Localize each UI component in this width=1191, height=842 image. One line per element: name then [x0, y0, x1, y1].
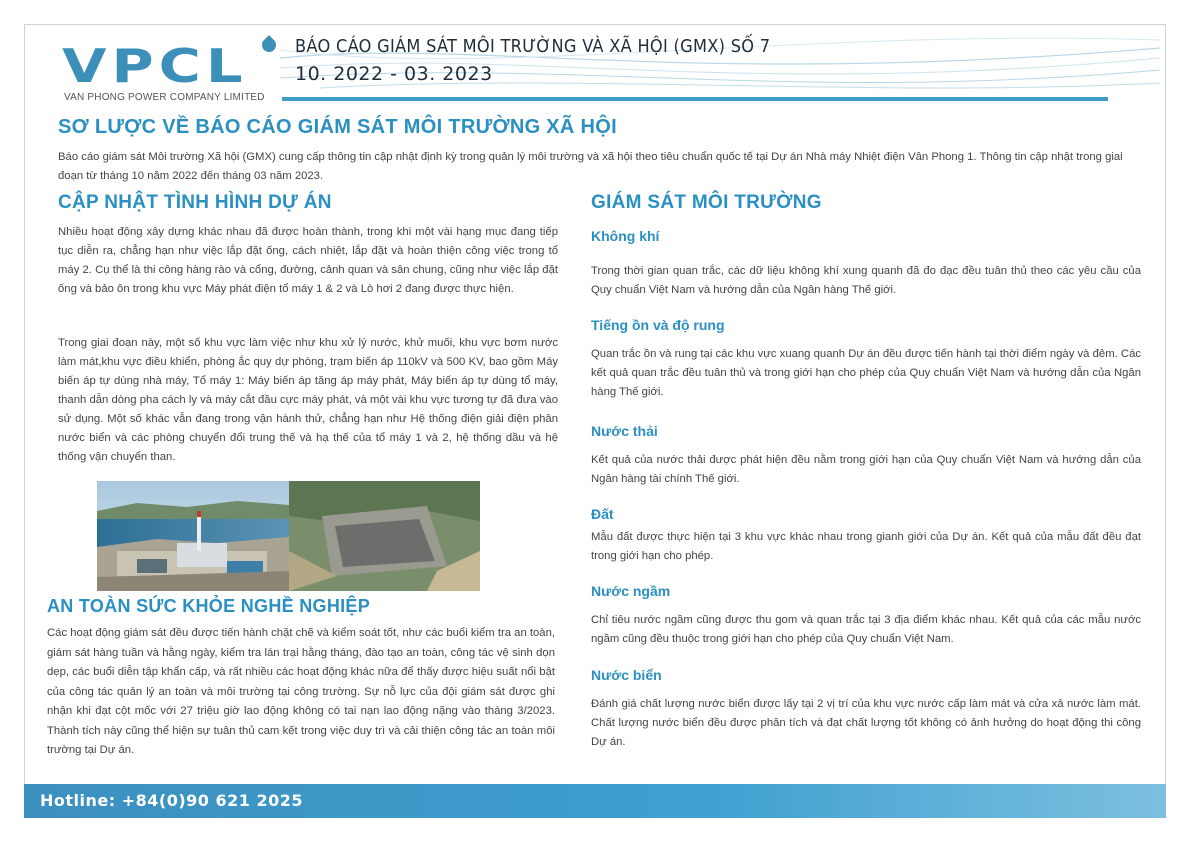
project-site-photos [97, 481, 480, 591]
safety-section [47, 596, 547, 617]
air-text: Trong thời gian quan trắc, các dữ liệu không khí xung quanh đã đo đạc đều tuân thủ theo các yêu cầu của Quy chuẩn Việt Nam và hướng dẫn của Ngân hàng Thế giới. [591, 265, 1141, 296]
overview-title: SƠ LƯỢC VỀ BÁO CÁO GIÁM SÁT MÔI TRƯỜNG XÃ HỘI [58, 116, 617, 138]
company-logo: VPCL [62, 39, 248, 93]
soil-title: Đất [591, 506, 614, 522]
groundwater-text: Chỉ tiêu nước ngầm cũng được thu gom và quan trắc tại 3 địa điểm khác nhau. Kết quả của các mẫu nước ngầm cũng đều thuộc trong giới hạn cho phép của Quy chuẩn Việt Nam. [591, 614, 1141, 645]
air-title: Không khí [591, 228, 660, 244]
overview-text: Báo cáo giám sát Môi trường Xã hội (GMX) cung cấp thông tin cập nhật định kỳ trong quản lý môi trường và xã hội theo tiêu chuẩn quốc tế tại Dự án Nhà máy Nhiệt điện Vân Phong 1. Thông tin cập nhật trong giai đoạn từ tháng 10 năm 2022 đến tháng 03 năm 2023. [58, 151, 1123, 182]
safety-title: AN TOÀN SỨC KHỎE NGHỀ NGHIỆP [47, 596, 371, 616]
project-update-para2: Trong giai đoạn này, một số khu vực làm việc như khu xử lý nước, khử muối, khu vực bơm nước làm mát,khu vực điều khiển, phòng ắc quy dự phòng, trạm biến áp 110kV và 500 KV, bao gồm Máy biến áp tự dùng nhà máy, Tổ máy 1: Máy biến áp tăng áp máy phát, Máy biến áp tự dùng tổ máy, thanh dẫn dòng pha cách ly và máy cắt đầu cực máy phát, và một vài khu vực tương tự đã đưa vào sử dụng. Một số khác vẫn đang trong vận hành thử, chẳng hạn như Hệ thống điện giải điện phân nước biển và các phòng chuyển đổi trung thế và hạ thế của tổ máy 1 và 2, hệ thống dầu và hệ thống vận chuyển than. [58, 337, 558, 463]
wastewater-text: Kết quả của nước thải được phát hiện đều nằm trong giới hạn của Quy chuẩn Việt Nam và hướng dẫn của Ngân hàng tài chính Thế giới. [591, 454, 1141, 485]
project-update-title: CẬP NHẬT TÌNH HÌNH DỰ ÁN [58, 192, 332, 213]
project-update-para2-wrap [58, 334, 558, 467]
project-update-para1: Nhiều hoạt động xây dựng khác nhau đã được hoàn thành, trong khi một vài hạng mục đang tiếp tục diễn ra, chẳng hạn như việc lắp đặt ống, cách nhiệt, lắp đặt và hoàn thiện công việc trong tổ máy 2. Cụ thể là thi công hàng rào và cổng, đường, cảnh quan và sân chung, cũng như việc lắp đặt ống và bảo ôn trong khu vực Máy phát điện tổ máy 1 & 2 và Lò hơi 2 đang được thực hiện. [58, 226, 558, 295]
groundwater-title: Nước ngầm [591, 583, 671, 599]
soil-text: Mẫu đất được thực hiện tại 3 khu vực khác nhau trong gianh giới của Dự án. Kết quả của mẫu đất đều đạt trong giới hạn cho phép. [591, 531, 1141, 562]
env-monitoring-title: GIÁM SÁT MÔI TRƯỜNG [591, 192, 822, 213]
env-monitoring-section [591, 192, 1141, 214]
company-name: VAN PHONG POWER COMPANY LIMITED [64, 92, 265, 103]
hotline[interactable]: Hotline: +84(0)90 621 2025 [40, 791, 303, 810]
project-update-section [58, 192, 558, 214]
header-divider [282, 97, 1108, 101]
report-period: 10. 2022 - 03. 2023 [295, 63, 493, 85]
seawater-text: Đánh giá chất lượng nước biển được lấy tại 2 vị trí của khu vực nước cấp làm mát và cửa xả nước làm mát. Chất lượng nước biển đều được phân tích và đạt chất lượng tốt không có ảnh hưởng do hoạt động thi công Dự án. [591, 698, 1141, 748]
seawater-title: Nước biển [591, 667, 662, 683]
project-photo-strip [97, 481, 480, 591]
noise-text: Quan trắc ồn và rung tại các khu vực xuang quanh Dự án đều được tiến hành tại thời điểm ngày và đêm. Các kết quả quan trắc đều tuân thủ và trong giới hạn cho phép của Quy chuẩn Việt Nam và hướng dẫn của Ngân hàng Thế giới. [591, 348, 1141, 398]
wastewater-title: Nước thải [591, 423, 658, 439]
project-update-para1-wrap [58, 223, 558, 299]
noise-title: Tiếng ồn và độ rung [591, 317, 725, 333]
safety-text-wrap [47, 624, 555, 761]
report-title: BÁO CÁO GIÁM SÁT MÔI TRƯỜNG VÀ XÃ HỘI (GMX) SỐ 7 [295, 36, 771, 57]
safety-text: Các hoạt động giám sát đều được tiến hành chặt chẽ và kiểm soát tốt, như các buổi kiểm tra an toàn, giám sát hàng tuần và hằng ngày, kiểm tra lán trại hằng tháng, đào tạo an toàn, công tác vệ sinh dọn dẹp, các buổi diễn tập khẩn cấp, và rất nhiều các hoạt động khác nữa để thấy được hiệu suất nổi bật của công tác quản lý an toàn và môi trường tại công trường. Sự nỗ lực của đội giám sát được ghi nhận khi đạt cột mốc với 27 triệu giờ lao động không có tai nạn lao động nặng vào tháng 3/2023. Thành tích này cũng thể hiện sự tuân thủ cam kết trong việc duy trì và cải thiện công tác an toàn môi trường tại Dự án. [47, 627, 555, 756]
